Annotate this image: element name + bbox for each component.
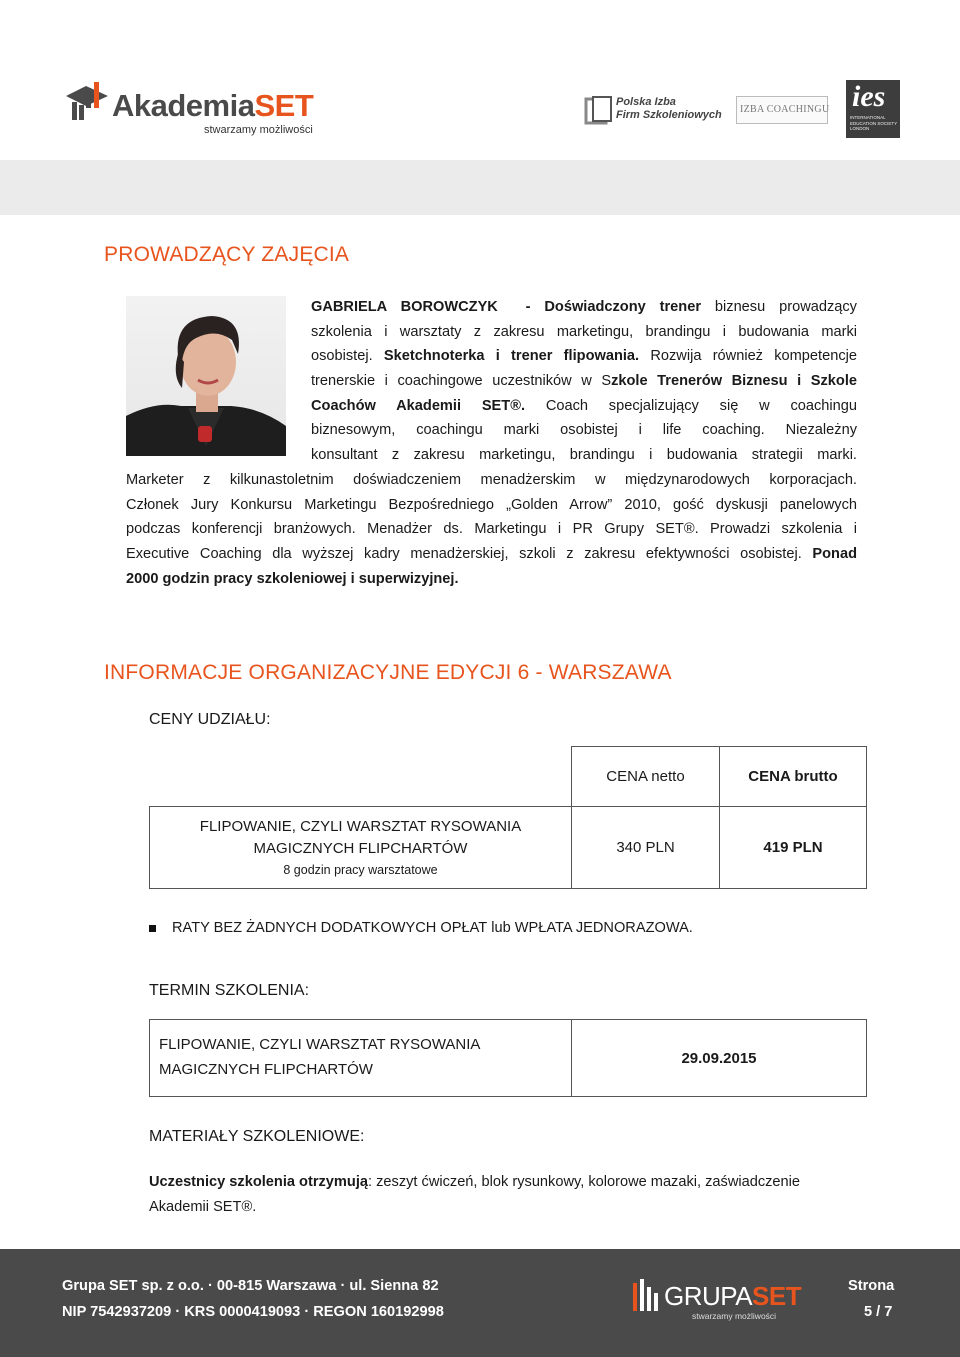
materials-heading: MATERIAŁY SZKOLENIOWE: xyxy=(149,1128,365,1145)
course-title-line1: FLIPOWANIE, CZYLI WARSZTAT RYSOWANIA xyxy=(199,818,522,835)
bio-segment: Executive Coaching dla wyższej kadry menadżerskiej, szkoli z zakresu efektywności osobistej. xyxy=(126,546,813,562)
term-title-line2: MAGICZNYCH FLIPCHARTÓW xyxy=(159,1061,373,1078)
footer-address: Grupa SET sp. z o.o. · 00-815 Warszawa · ul. Sienna 82 xyxy=(62,1278,439,1294)
term-course-cell xyxy=(149,1019,572,1097)
ies-subtext: INTERNATIONAL EDUCATION SOCIETY LONDON xyxy=(850,115,898,131)
materials-text xyxy=(149,1170,800,1220)
bio-segment: szkolenia i warsztaty z zakresu marketingu, brandingu i budowania marki xyxy=(311,324,857,340)
grupa-set-logo xyxy=(632,1275,802,1325)
bio-line xyxy=(311,394,857,419)
izba-text: IZBA COACHINGU xyxy=(740,104,830,115)
bio-segment: Coach specjalizujący się w coachingu xyxy=(525,398,857,414)
payment-or: lub xyxy=(487,920,515,936)
header-netto: CENA netto xyxy=(571,746,720,807)
bio-line xyxy=(126,493,857,518)
bio-segment: konsultant z zakresu marketingu, brandingu i budowania strategii marki. xyxy=(311,447,857,463)
term-table xyxy=(149,1019,867,1097)
portrait-image xyxy=(126,296,286,456)
bio-line xyxy=(126,468,857,493)
square-bullet-icon xyxy=(149,925,156,932)
page-footer xyxy=(0,1249,960,1357)
instructor-photo xyxy=(126,296,286,456)
bio-segment: podczas konferencji branżowych. Menadżer ds. Marketingu i PR Grupy SET®. Prowadzi szkolenia i xyxy=(126,521,857,537)
graduation-cap-icon xyxy=(64,78,112,126)
bio-segment: trenerskie i coachingowe uczestników w S xyxy=(311,373,612,389)
bio-line xyxy=(311,320,857,345)
instructor-heading: PROWADZĄCY ZAJĘCIA xyxy=(104,243,350,266)
materials-line2: Akademii SET®. xyxy=(149,1199,257,1215)
bio-segment: biznesowym, coachingu marki osobistej i life coaching. Niezależny xyxy=(311,422,857,438)
page-number: 5 / 7 xyxy=(864,1304,893,1320)
price-netto: 340 PLN xyxy=(571,806,720,889)
footer-registry: NIP 7542937209 · KRS 0000419093 · REGON 160192998 xyxy=(62,1304,444,1320)
header-brutto: CENA brutto xyxy=(719,746,867,807)
grupa-set-brand: GRUPASET xyxy=(664,1281,802,1311)
bio-segment: Ponad xyxy=(812,546,857,562)
akademia-tagline: stwarzamy możliwości xyxy=(204,124,313,136)
payment-single: WPŁATA JEDNORAZOWA. xyxy=(514,920,693,936)
page-label: Strona xyxy=(848,1278,895,1294)
course-title-line2: MAGICZNYCH FLIPCHARTÓW xyxy=(253,840,468,857)
bio-line xyxy=(126,517,857,542)
bio-line xyxy=(311,443,857,468)
price-brutto: 419 PLN xyxy=(719,806,867,889)
ies-mark: ies xyxy=(852,80,886,113)
bio-segment: Sketchnoterka i trener flipowania. xyxy=(383,348,640,364)
course-subtitle: 8 godzin pracy warsztatowe xyxy=(283,863,438,877)
materials-line1: Uczestnicy szkolenia otrzymują: zeszyt ćwiczeń, blok rysunkowy, kolorowe mazaki, zaświadczenie xyxy=(149,1174,801,1190)
bio-segment: Rozwija również kompetencje xyxy=(639,348,857,364)
bio-line xyxy=(311,418,857,443)
term-date: 29.09.2015 xyxy=(681,1049,757,1067)
payment-options xyxy=(149,920,693,936)
bio-line xyxy=(311,369,857,394)
izba-coachingu-logo xyxy=(736,96,828,124)
bio-line xyxy=(126,567,857,592)
ies-logo xyxy=(846,80,900,138)
prices-heading: CENY UDZIAŁU: xyxy=(149,711,271,728)
pifs-book-icon xyxy=(584,96,614,126)
bio-segment: Członek Jury Konkursu Marketingu Bezpośredniego „Golden Arrow” 2010, gość dyskusji panelowych xyxy=(126,497,857,513)
akademia-set-logo xyxy=(64,74,314,140)
info-heading: INFORMACJE ORGANIZACYJNE EDYCJI 6 - WARSZAWA xyxy=(104,661,672,684)
course-title-cell xyxy=(149,806,572,889)
bio-line xyxy=(126,542,857,567)
bio-segment: Coachów Akademii SET®. xyxy=(311,398,526,414)
price-table xyxy=(149,746,867,889)
term-heading: TERMIN SZKOLENIA: xyxy=(149,982,310,999)
bio-segment: 2000 godzin pracy szkoleniowej i superwizyjnej. xyxy=(126,571,459,587)
page-header xyxy=(0,0,960,215)
term-title-line1: FLIPOWANIE, CZYLI WARSZTAT RYSOWANIA xyxy=(159,1036,481,1053)
bio-segment: zkole Trenerów Biznesu i Szkole xyxy=(611,373,857,389)
bio-segment: biznesu prowadzący xyxy=(701,299,857,315)
akademia-brand: AkademiaSET xyxy=(112,88,314,123)
bio-segment: Marketer z kilkunastoletnim doświadczeniem menadżerskim w międzynarodowych korporacjach. xyxy=(126,472,857,488)
payment-installments: RATY BEZ ŻADNYCH DODATKOWYCH OPŁAT xyxy=(172,920,488,936)
bio-segment: GABRIELA BOROWCZYK - Doświadczony trener xyxy=(311,299,702,315)
bio-segment: osobistej. xyxy=(311,348,384,364)
grupa-set-bars-icon xyxy=(632,1279,662,1313)
pifs-text: Polska Izba Firm Szkoleniowych xyxy=(616,96,722,121)
grupa-set-tagline: stwarzamy możliwości xyxy=(692,1311,777,1321)
bio-line xyxy=(311,344,857,369)
term-date-cell xyxy=(571,1019,867,1097)
bio-line xyxy=(311,295,857,320)
pifs-logo xyxy=(584,94,724,128)
